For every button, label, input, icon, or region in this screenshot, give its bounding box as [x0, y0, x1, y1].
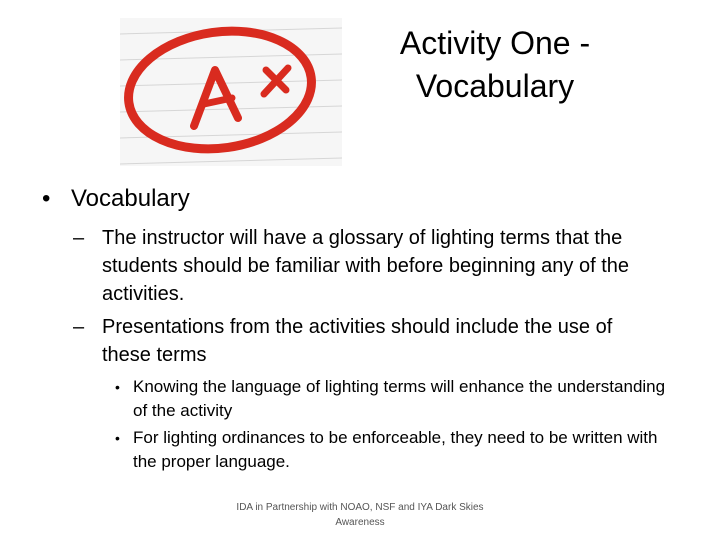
bullet-level2	[73, 313, 662, 369]
bullet-marker: •	[115, 430, 120, 446]
bullet-level2	[73, 224, 662, 308]
slide-title: Activity One - Vocabulary	[399, 25, 591, 104]
bullet-level3	[115, 375, 673, 423]
bullet-text: Presentations from the activities should include the use of these terms	[102, 316, 613, 366]
bullet-level3	[115, 426, 673, 474]
bullet-level1	[42, 184, 190, 214]
bullet-text: For lighting ordinances to be enforceable, they need to be written with the proper language.	[133, 428, 658, 471]
bullet-marker: •	[42, 185, 51, 212]
bullet-marker: •	[115, 379, 120, 395]
bullet-text: Knowing the language of lighting terms will enhance the understanding of the activity	[133, 377, 666, 420]
bullet-marker: –	[73, 316, 85, 338]
bullet-marker: –	[73, 227, 85, 249]
slide-footer: IDA in Partnership with NOAO, NSF and IYA Dark Skies Awareness	[236, 502, 484, 528]
a-plus-grade-icon	[120, 18, 342, 166]
bullet-text: The instructor will have a glossary of lighting terms that the students should be familiar with before beginning any of the activities.	[102, 227, 630, 305]
bullet-text: Vocabulary	[71, 185, 190, 212]
